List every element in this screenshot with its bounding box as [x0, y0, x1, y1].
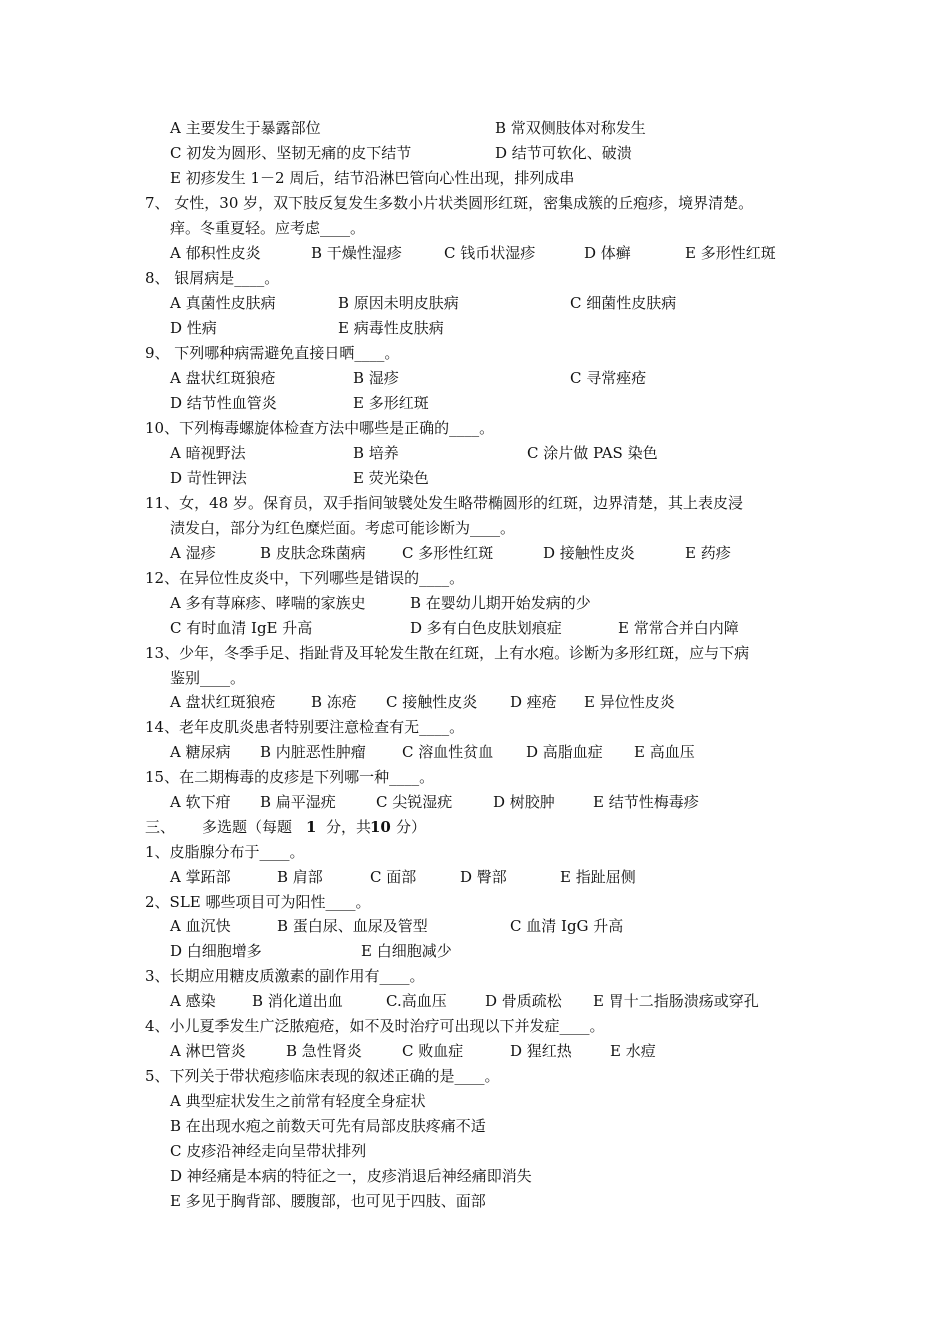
option-text: B 湿疹	[353, 369, 399, 387]
option-text: E 荧光染色	[353, 469, 429, 487]
question-line: 4、小儿夏季发生广泛脓疱疮，如不及时治疗可出现以下并发症____。	[145, 1017, 605, 1035]
option-text: A 郁积性皮炎	[170, 244, 261, 262]
option-text: C 血清 IgG 升高	[510, 917, 624, 935]
question-line: 7、 女性，30 岁，双下肢反复发生多数小片状类圆形红斑，密集成簇的丘疱疹，境界清楚。	[145, 194, 754, 212]
option-text: C 接触性皮炎	[386, 693, 478, 711]
option-text: A 多有荨麻疹、哮喘的家族史	[170, 594, 366, 612]
option-text: E 指趾屈侧	[560, 868, 636, 886]
option-text: B 原因未明皮肤病	[338, 294, 459, 312]
option-text: D 苛性钾法	[170, 469, 247, 487]
option-text: D 多有白色皮肤划痕症	[410, 619, 562, 637]
option-text: 分，共	[326, 818, 372, 836]
option-text: C 面部	[370, 868, 417, 886]
option-text: C 败血症	[402, 1042, 464, 1060]
option-text: E 水痘	[610, 1042, 656, 1060]
option-text: D 性病	[170, 319, 217, 337]
option-text: A 盘状红斑狼疮	[170, 693, 276, 711]
option-text: B 消化道出血	[252, 992, 343, 1010]
question-line: 渍发白，部分为红色糜烂面。考虑可能诊断为____。	[170, 519, 516, 537]
question-line: 1、皮脂腺分布于____。	[145, 843, 305, 861]
option-text: A 盘状红斑狼疮	[170, 369, 276, 387]
question-line: 12、在异位性皮炎中，下列哪些是错误的____。	[145, 569, 465, 587]
option-text: C 寻常痤疮	[570, 369, 647, 387]
question-line: E 初疹发生 1－2 周后，结节沿淋巴管向心性出现，排列成串	[170, 169, 575, 187]
question-line: 5、下列关于带状疱疹临床表现的叙述正确的是____。	[145, 1067, 500, 1085]
option-text: B 培养	[353, 444, 399, 462]
option-text: B 扁平湿疣	[260, 793, 336, 811]
option-text: A 血沉快	[170, 917, 231, 935]
option-text: E 异位性皮炎	[584, 693, 675, 711]
option-text: C 钱币状湿疹	[444, 244, 536, 262]
option-text: E 药疹	[685, 544, 731, 562]
option-text: B 在婴幼儿期开始发病的少	[410, 594, 591, 612]
question-line: E 多见于胸背部、腰腹部，也可见于四肢、面部	[170, 1192, 486, 1210]
option-text: A 真菌性皮肤病	[170, 294, 276, 312]
question-line: 15、在二期梅毒的皮疹是下列哪一种____。	[145, 768, 435, 786]
option-text: E 多形性红斑	[685, 244, 776, 262]
option-text: C 细菌性皮肤病	[570, 294, 677, 312]
option-text: D 臀部	[460, 868, 507, 886]
option-text: C 涂片做 PAS 染色	[527, 444, 658, 462]
option-text: E 胃十二指肠溃疡或穿孔	[593, 992, 759, 1010]
option-text: A 暗视野法	[170, 444, 246, 462]
option-text: D 猩红热	[510, 1042, 572, 1060]
question-line: C 皮疹沿神经走向呈带状排列	[170, 1142, 367, 1160]
question-line: A 典型症状发生之前常有轻度全身症状	[170, 1092, 426, 1110]
option-text: D 结节性血管炎	[170, 394, 277, 412]
option-text: B 皮肤念珠菌病	[260, 544, 366, 562]
option-text: 10	[370, 818, 391, 836]
option-text: C 有时血清 IgE 升高	[170, 619, 313, 637]
option-text: E 结节性梅毒疹	[593, 793, 699, 811]
option-text: E 白细胞减少	[361, 942, 452, 960]
question-line: 痒。冬重夏轻。应考虑____。	[170, 219, 366, 237]
option-text: 1	[306, 818, 317, 836]
option-text: A 主要发生于暴露部位	[170, 119, 321, 137]
question-line: 鉴别____。	[170, 669, 246, 687]
option-text: E 高血压	[634, 743, 695, 761]
option-text: A 感染	[170, 992, 216, 1010]
option-text: C 多形性红斑	[402, 544, 494, 562]
option-text: D 体癣	[584, 244, 631, 262]
option-text: D 痤疮	[510, 693, 557, 711]
question-line: 8、 银屑病是____。	[145, 269, 280, 287]
option-text: 多选题（每题	[202, 818, 293, 836]
option-text: D 白细胞增多	[170, 942, 262, 960]
question-line: 11、女，48 岁。保育员，双手指间皱襞处发生略带椭圆形的红斑，边界清楚，其上表皮浸	[145, 494, 743, 512]
question-line: 14、老年皮肌炎患者特别要注意检查有无____。	[145, 718, 465, 736]
question-line: 9、 下列哪种病需避免直接日晒____。	[145, 344, 400, 362]
option-text: B 急性肾炎	[286, 1042, 362, 1060]
option-text: A 湿疹	[170, 544, 216, 562]
option-text: 分）	[396, 818, 427, 836]
question-line: 10、下列梅毒螺旋体检查方法中哪些是正确的____。	[145, 419, 495, 437]
question-line: 13、少年，冬季手足、指趾背及耳轮发生散在红斑，上有水疱。诊断为多形红斑，应与下病	[145, 644, 750, 662]
option-text: D 高脂血症	[526, 743, 603, 761]
question-line: D 神经痛是本病的特征之一，皮疹消退后神经痛即消失	[170, 1167, 532, 1185]
option-text: E 病毒性皮肤病	[338, 319, 444, 337]
option-text: A 淋巴管炎	[170, 1042, 246, 1060]
question-line: 3、长期应用糖皮质激素的副作用有____。	[145, 967, 425, 985]
option-text: B 内脏恶性肿瘤	[260, 743, 366, 761]
option-text: D 骨质疏松	[485, 992, 562, 1010]
option-text: C.高血压	[386, 992, 447, 1010]
option-text: E 常常合并白内障	[618, 619, 739, 637]
option-text: B 常双侧肢体对称发生	[495, 119, 646, 137]
option-text: B 肩部	[277, 868, 323, 886]
option-text: C 溶血性贫血	[402, 743, 494, 761]
option-text: D 树胶肿	[493, 793, 555, 811]
option-text: A 糖尿病	[170, 743, 231, 761]
option-text: C 初发为圆形、坚韧无痛的皮下结节	[170, 144, 412, 162]
question-line: B 在出现水疱之前数天可先有局部皮肤疼痛不适	[170, 1117, 486, 1135]
option-text: B 冻疮	[311, 693, 357, 711]
option-text: D 接触性皮炎	[543, 544, 635, 562]
option-text: B 干燥性湿疹	[311, 244, 402, 262]
option-text: A 软下疳	[170, 793, 231, 811]
option-text: C 尖锐湿疣	[376, 793, 453, 811]
option-text: D 结节可软化、破溃	[495, 144, 632, 162]
option-text: E 多形红斑	[353, 394, 429, 412]
option-text: B 蛋白尿、血尿及管型	[277, 917, 428, 935]
option-text: A 掌跖部	[170, 868, 231, 886]
option-text: 三、	[145, 818, 176, 836]
question-line: 2、SLE 哪些项目可为阳性____。	[145, 893, 371, 911]
